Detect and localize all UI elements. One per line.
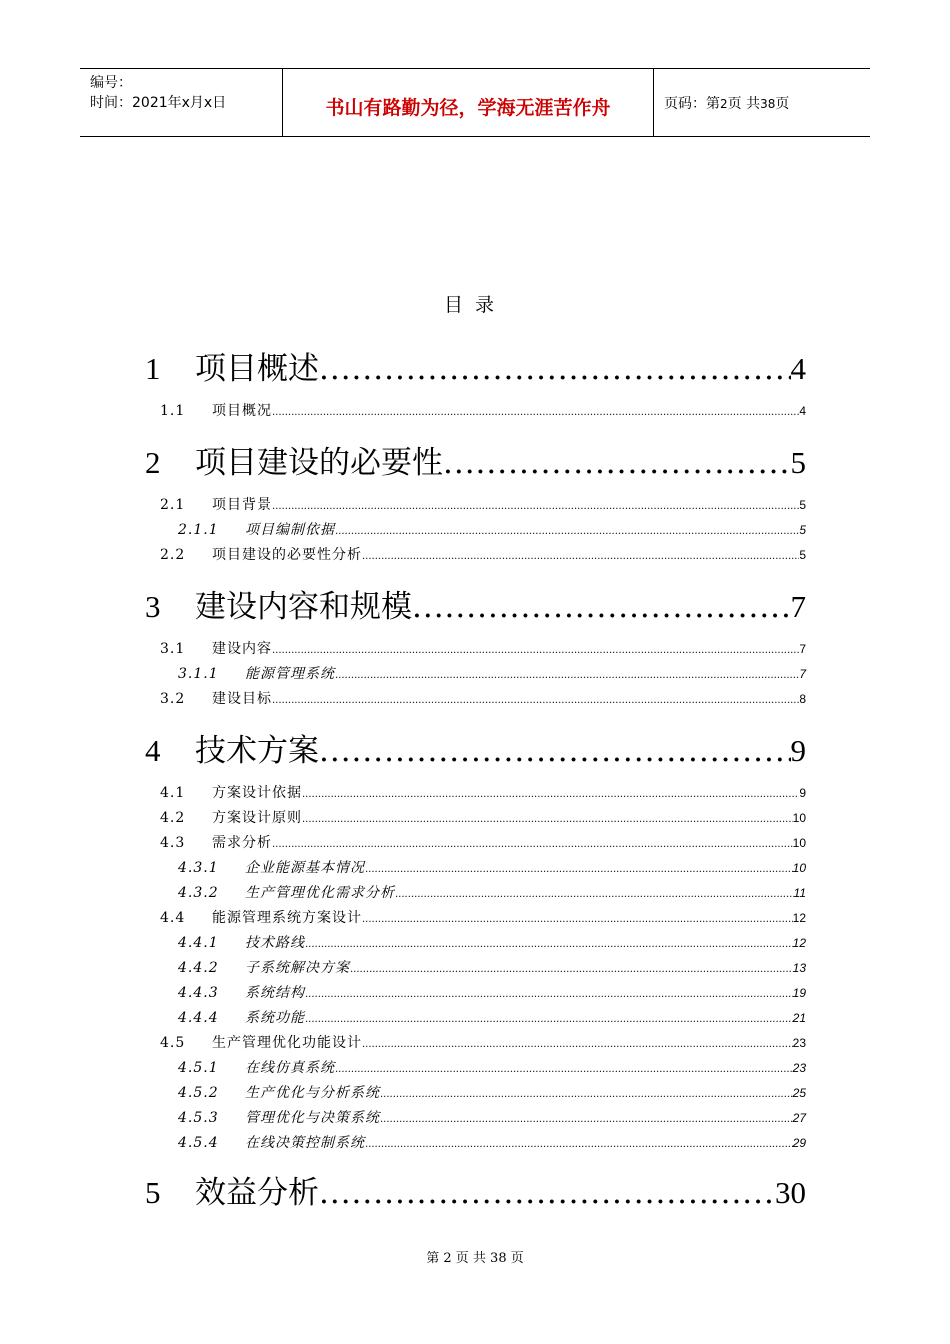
toc-entry-number: 3 xyxy=(145,589,161,624)
dot-leader xyxy=(365,1135,793,1151)
toc-entry-page: 9 xyxy=(799,786,806,800)
toc-entry-page: 23 xyxy=(792,1036,806,1050)
dot-leader xyxy=(362,1035,793,1051)
toc-entry-number: 4.4.1 xyxy=(178,935,219,951)
toc-entry-title: 生产管理优化功能设计 xyxy=(212,1035,362,1051)
toc-entry-title: 能源管理系统方案设计 xyxy=(212,910,362,926)
toc-entry-title: 建设目标 xyxy=(212,691,272,707)
toc-entry-title: 需求分析 xyxy=(212,835,272,851)
toc-entry-page: 12 xyxy=(792,936,806,950)
dot-leader xyxy=(305,935,793,951)
header-meta xyxy=(80,69,282,136)
toc-entry-page: 4 xyxy=(799,404,806,418)
toc-entry-level-3[interactable] xyxy=(178,1082,806,1100)
toc-entry-page: 7 xyxy=(790,589,806,624)
toc-entry-level-1[interactable] xyxy=(145,1167,806,1211)
toc-entry-number: 4.4.4 xyxy=(178,1010,219,1026)
toc-entry-title: 能源管理系统 xyxy=(245,666,335,682)
code-label: 编号： xyxy=(90,75,132,91)
toc-title: 目录 xyxy=(443,294,506,316)
toc-entry-page: 9 xyxy=(790,733,806,768)
toc-entry-number: 3.1.1 xyxy=(178,666,219,682)
dot-leader xyxy=(380,1085,793,1101)
dot-leader xyxy=(272,691,799,707)
toc-entry-page: 29 xyxy=(792,1136,806,1150)
toc-entry-level-3[interactable] xyxy=(178,663,806,681)
toc-entry-number: 4.5.3 xyxy=(178,1110,219,1126)
toc-entry-level-3[interactable] xyxy=(178,1057,806,1075)
header-page-info xyxy=(654,69,870,136)
page-suffix: 页 xyxy=(775,96,790,112)
toc-entry-number: 4.3 xyxy=(160,835,186,851)
toc-entry-level-2[interactable] xyxy=(160,782,806,800)
dot-leader xyxy=(272,835,793,851)
toc-entry-title: 在线仿真系统 xyxy=(245,1060,335,1076)
toc-entry-level-1[interactable] xyxy=(145,343,806,387)
toc-entry-number: 4.5.4 xyxy=(178,1135,219,1151)
toc-entry-title: 系统功能 xyxy=(245,1010,305,1026)
toc-entry-level-3[interactable] xyxy=(178,1107,806,1125)
toc-entry-title: 方案设计原则 xyxy=(212,810,302,826)
toc-entry-number: 3.2 xyxy=(160,691,186,707)
page-current: 2 xyxy=(720,97,728,111)
dot-leader xyxy=(335,666,799,682)
toc-entry-page: 5 xyxy=(799,548,806,562)
dot-leader xyxy=(362,547,799,563)
toc-entry-number: 4.4 xyxy=(160,910,186,926)
toc-entry-page: 5 xyxy=(790,445,806,480)
toc-entry-title: 在线决策控制系统 xyxy=(245,1135,365,1151)
toc-entry-number: 1.1 xyxy=(160,403,186,419)
toc-entry-level-3[interactable] xyxy=(178,1007,806,1025)
toc-entry-title: 子系统解决方案 xyxy=(245,960,350,976)
dot-leader xyxy=(365,860,793,876)
toc-entry-level-3[interactable] xyxy=(178,932,806,950)
toc-entry-number: 5 xyxy=(145,1175,161,1210)
toc-entry-level-2[interactable] xyxy=(160,807,806,825)
time-label: 时间：2021年x月x日 xyxy=(90,95,227,111)
toc-entry-page: 10 xyxy=(792,811,806,825)
toc-entry-page: 7 xyxy=(799,642,806,656)
toc-entry-level-1[interactable] xyxy=(145,725,806,769)
dot-leader xyxy=(272,497,799,513)
toc-entry-title: 生产管理优化需求分析 xyxy=(245,885,395,901)
toc-entry-title: 系统结构 xyxy=(245,985,305,1001)
toc-entry-title: 技术方案 xyxy=(195,733,319,769)
page-prefix: 页码：第 xyxy=(664,96,720,112)
toc-entry-level-3[interactable] xyxy=(178,519,806,537)
toc-entry-number: 4.5 xyxy=(160,1035,186,1051)
dot-leader xyxy=(302,810,793,826)
toc-entry-number: 4.5.2 xyxy=(178,1085,219,1101)
dot-leader xyxy=(335,522,799,538)
toc-entry-level-2[interactable] xyxy=(160,544,806,562)
toc-entry-number: 2.1 xyxy=(160,497,186,513)
toc-entry-page: 5 xyxy=(799,498,806,512)
toc-entry-number: 4.5.1 xyxy=(178,1060,219,1076)
toc-entry-page: 23 xyxy=(792,1061,806,1075)
toc-entry-title: 项目建设的必要性 xyxy=(195,445,443,481)
toc-entry-title: 项目概述 xyxy=(195,351,319,387)
toc-entry-number: 4.3.2 xyxy=(178,885,219,901)
toc-entry-title: 建设内容和规模 xyxy=(195,589,412,625)
dot-leader xyxy=(412,589,791,625)
toc-entry-page: 10 xyxy=(792,861,806,875)
dot-leader xyxy=(362,910,793,926)
toc-entry-title: 建设内容 xyxy=(212,641,272,657)
toc-entry-level-3[interactable] xyxy=(178,1132,806,1150)
toc-entry-page: 27 xyxy=(792,1111,806,1125)
toc-entry-number: 1 xyxy=(145,351,161,386)
toc-entry-page: 8 xyxy=(799,692,806,706)
toc-entry-page: 10 xyxy=(792,836,806,850)
toc-entry-title: 项目背景 xyxy=(212,497,272,513)
toc-entry-page: 25 xyxy=(792,1086,806,1100)
toc-entry-level-2[interactable] xyxy=(160,1032,806,1050)
toc-entry-title: 方案设计依据 xyxy=(212,785,302,801)
toc-entry-number: 4.4.3 xyxy=(178,985,219,1001)
toc-entry-number: 4.2 xyxy=(160,810,186,826)
toc-entry-number: 2 xyxy=(145,445,161,480)
dot-leader xyxy=(305,985,793,1001)
toc-entry-page: 30 xyxy=(775,1175,806,1210)
toc-entry-level-2[interactable] xyxy=(160,688,806,706)
dot-leader xyxy=(443,445,791,481)
toc-entry-page: 5 xyxy=(799,523,806,537)
toc-entry-level-3[interactable] xyxy=(178,857,806,875)
toc-entry-level-1[interactable] xyxy=(145,581,806,625)
toc-entry-page: 4 xyxy=(790,351,806,386)
toc-entry-page: 13 xyxy=(792,961,806,975)
header-motto: 书山有路勤为径，学海无涯苦作舟 xyxy=(282,69,654,136)
toc-entry-title: 管理优化与决策系统 xyxy=(245,1110,380,1126)
dot-leader xyxy=(319,733,791,769)
dot-leader xyxy=(272,403,799,419)
toc-entry-page: 19 xyxy=(792,986,806,1000)
toc-entry-page: 21 xyxy=(792,1011,806,1025)
toc-entry-level-3[interactable] xyxy=(178,982,806,1000)
toc-entry-number: 2.2 xyxy=(160,547,186,563)
toc-entry-page: 7 xyxy=(799,667,806,681)
toc-entry-title: 生产优化与分析系统 xyxy=(245,1085,380,1101)
dot-leader xyxy=(395,885,794,901)
toc-entry-number: 4.1 xyxy=(160,785,186,801)
dot-leader xyxy=(319,1175,775,1211)
toc-entry-title: 技术路线 xyxy=(245,935,305,951)
toc-entry-number: 3.1 xyxy=(160,641,186,657)
page-footer: 第 2 页 共 38 页 xyxy=(426,1251,524,1266)
toc-entry-page: 12 xyxy=(792,911,806,925)
toc-entry-level-1[interactable] xyxy=(145,437,806,481)
dot-leader xyxy=(380,1110,793,1126)
page-header xyxy=(80,68,870,137)
dot-leader xyxy=(350,960,793,976)
toc-entry-level-2[interactable] xyxy=(160,400,806,418)
dot-leader xyxy=(335,1060,793,1076)
toc-entry-level-2[interactable] xyxy=(160,494,806,512)
toc-entry-level-2[interactable] xyxy=(160,832,806,850)
toc-entry-title: 项目建设的必要性分析 xyxy=(212,547,362,563)
page-mid: 页 共 xyxy=(727,96,761,112)
page-total: 38 xyxy=(760,97,776,111)
dot-leader xyxy=(305,1010,793,1026)
toc-entry-title: 效益分析 xyxy=(195,1175,319,1211)
toc-entry-level-2[interactable] xyxy=(160,907,806,925)
dot-leader xyxy=(302,785,799,801)
toc-entry-level-3[interactable] xyxy=(178,882,806,900)
toc-entry-title: 项目编制依据 xyxy=(245,522,335,538)
toc-entry-level-3[interactable] xyxy=(178,957,806,975)
toc-entry-level-2[interactable] xyxy=(160,638,806,656)
dot-leader xyxy=(272,641,799,657)
toc-entry-page: 11 xyxy=(793,886,806,900)
toc-entry-title: 项目概况 xyxy=(212,403,272,419)
toc-entry-number: 4.3.1 xyxy=(178,860,219,876)
toc-entry-number: 4 xyxy=(145,733,161,768)
toc-entry-title: 企业能源基本情况 xyxy=(245,860,365,876)
dot-leader xyxy=(319,351,791,387)
toc-entry-number: 4.4.2 xyxy=(178,960,219,976)
toc-entry-number: 2.1.1 xyxy=(178,522,219,538)
